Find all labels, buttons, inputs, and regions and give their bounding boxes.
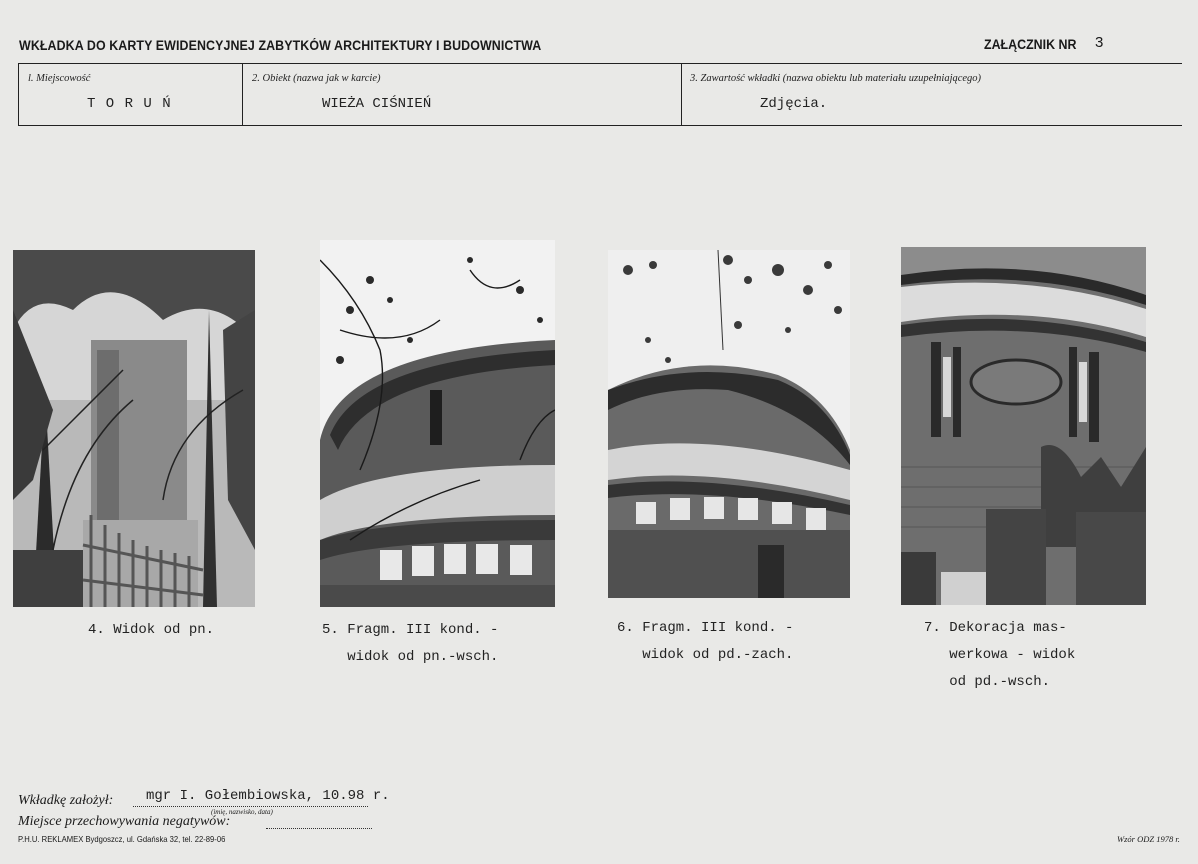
negatives-location-dotted-line [266,828,372,829]
attachment-number-label: ZAŁĄCZNIK NR [984,37,1077,52]
contents-value: Zdjęcia. [760,96,828,112]
photo-4-caption: 4. Widok od pn. [88,622,215,638]
negatives-location-label: Miejsce przechowywania negatywów: [18,814,231,829]
attachment-number: 3 [1095,34,1104,51]
printer-imprint: P.H.U. REKLAMEX Bydgoszcz, ul. Gdańska 32, tel. 22-89-06 [18,834,226,844]
header-bottom-rule [18,125,1182,126]
photo-6-caption: 6. Fragm. III kond. - widok od pd.-zach. [617,620,794,663]
field-divider [18,64,19,126]
created-by-value: mgr I. Gołembiowska, 10.98 r. [146,788,390,804]
photo-tracery-decoration [901,247,1146,605]
location-label: l. Miejscowość [28,73,91,84]
created-by-dotted-line [133,806,368,807]
form-title: WKŁADKA DO KARTY EWIDENCYJNEJ ZABYTKÓW ARCHITEKTURY I BUDOWNICTWA [19,38,542,53]
contents-label: 3. Zawartość wkładki (nazwa obiektu lub materiału uzupełniającego) [690,73,982,84]
created-by-label: Wkładkę założył: [18,793,114,808]
header-top-rule [18,63,1182,64]
photo-7-caption: 7. Dekoracja mas- werkowa - widok od pd.-wsch. [924,620,1076,690]
field-divider [681,64,682,126]
object-value: WIEŻA CIŚNIEŃ [322,96,432,112]
photo-tower-through-trees [13,250,255,607]
created-by-hint: (imię, nazwisko, data) [211,808,273,816]
form-code: Wzór ODZ 1978 r. [1117,834,1180,844]
photo-tower-top-with-branches [320,240,555,607]
object-label: 2. Obiekt (nazwa jak w karcie) [252,73,381,84]
photo-tower-top-leaves [608,250,850,598]
location-value: T O R U Ń [87,96,172,112]
field-divider [242,64,243,126]
photo-5-caption: 5. Fragm. III kond. - widok od pn.-wsch. [322,622,499,665]
